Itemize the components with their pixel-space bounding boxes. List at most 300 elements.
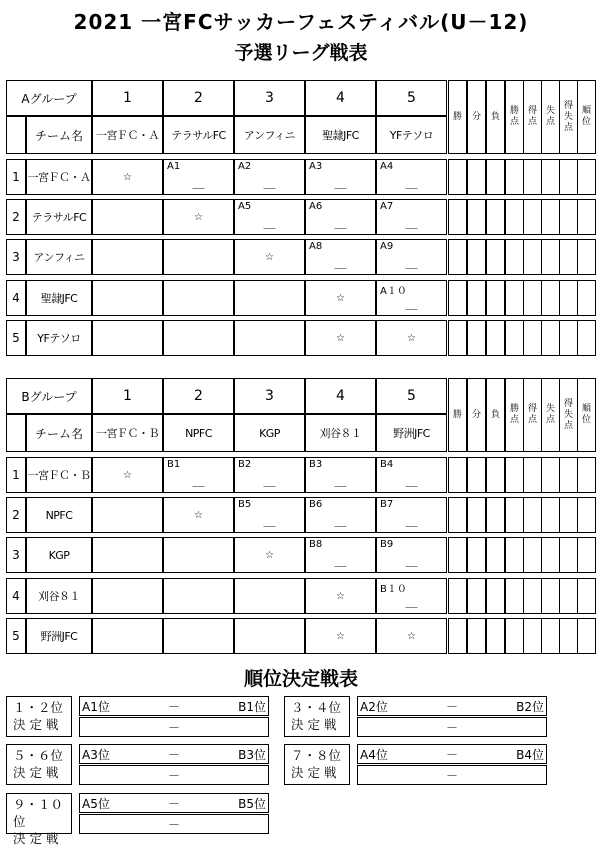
row-team-name: 一宮ＦＣ・Ｂ xyxy=(26,457,92,493)
playoff-team-a: A2位 xyxy=(360,700,388,714)
stat-header-label: 得点 xyxy=(527,106,537,127)
star-icon: ☆ xyxy=(123,469,132,481)
score-cell[interactable] xyxy=(92,239,163,275)
score-cell[interactable] xyxy=(92,320,163,356)
playoff-dash: － xyxy=(445,700,458,714)
score-cell[interactable] xyxy=(234,320,305,356)
match-code: B2 xyxy=(238,459,252,470)
stat-header xyxy=(486,378,505,452)
stat-cell[interactable] xyxy=(448,537,467,573)
stat-header-label: 得点 xyxy=(527,404,537,425)
column-number: 5 xyxy=(376,80,447,116)
stat-cell[interactable] xyxy=(467,320,486,356)
stat-cell[interactable] xyxy=(523,578,542,614)
team-header: 刈谷８１ xyxy=(305,414,376,452)
team-header: アンフィニ xyxy=(234,116,305,154)
row-number: 4 xyxy=(6,280,26,316)
row-team-name: 刈谷８１ xyxy=(26,578,92,614)
column-number: 2 xyxy=(163,80,234,116)
playoff-score[interactable] xyxy=(79,717,269,737)
score-blank: ＿ xyxy=(192,474,205,488)
row-number: 2 xyxy=(6,199,26,235)
column-number: 2 xyxy=(163,378,234,414)
row-team-name: アンフィニ xyxy=(26,239,92,275)
playoff-rank: ７・８位 xyxy=(291,748,342,763)
stat-cell[interactable] xyxy=(448,159,467,195)
score-cell[interactable] xyxy=(234,618,305,654)
star-icon: ☆ xyxy=(407,630,416,642)
stat-cell[interactable] xyxy=(486,537,505,573)
stat-cell[interactable] xyxy=(448,497,467,533)
stat-header xyxy=(577,378,596,452)
stat-cell[interactable] xyxy=(505,199,524,235)
score-cell[interactable] xyxy=(92,457,163,493)
score-blank: ＿ xyxy=(334,256,347,270)
playoff-score-dash: － xyxy=(445,721,458,735)
score-cell[interactable] xyxy=(163,497,234,533)
stat-header xyxy=(486,80,505,154)
stat-cell[interactable] xyxy=(559,578,578,614)
score-cell[interactable] xyxy=(305,537,376,573)
match-code: A8 xyxy=(309,241,323,252)
page-title: 2021 一宮FCサッカーフェスティバル(U－12) xyxy=(73,10,529,34)
playoff-score-dash: － xyxy=(445,769,458,783)
score-blank: ＿ xyxy=(334,474,347,488)
row-number: 3 xyxy=(6,537,26,573)
score-cell[interactable] xyxy=(92,537,163,573)
score-cell[interactable] xyxy=(163,239,234,275)
stat-header xyxy=(448,378,467,452)
score-cell[interactable] xyxy=(376,618,447,654)
stat-header-label: 順位 xyxy=(581,404,591,425)
column-number: 4 xyxy=(305,80,376,116)
score-cell[interactable] xyxy=(376,159,447,195)
star-icon: ☆ xyxy=(265,549,274,561)
score-cell[interactable] xyxy=(163,618,234,654)
stat-cell[interactable] xyxy=(505,320,524,356)
row-number: 2 xyxy=(6,497,26,533)
playoff-team-a: A3位 xyxy=(82,748,110,762)
stat-header-label: 勝点 xyxy=(509,404,519,425)
score-blank: ＿ xyxy=(263,474,276,488)
row-number: 5 xyxy=(6,320,26,356)
playoff-title: 順位決定戦表 xyxy=(243,668,358,690)
star-icon: ☆ xyxy=(265,251,274,263)
playoff-dash: － xyxy=(445,748,458,762)
stat-header-label: 順位 xyxy=(581,106,591,127)
stat-header-label: 得失点 xyxy=(563,100,573,133)
stat-cell[interactable] xyxy=(448,578,467,614)
stat-cell[interactable] xyxy=(541,537,560,573)
playoff-label xyxy=(6,793,72,846)
stat-cell[interactable] xyxy=(486,578,505,614)
stat-cell[interactable] xyxy=(448,320,467,356)
score-blank: ＿ xyxy=(263,216,276,230)
stat-cell[interactable] xyxy=(523,618,542,654)
score-cell[interactable] xyxy=(376,497,447,533)
stat-cell[interactable] xyxy=(523,457,542,493)
score-blank: ＿ xyxy=(405,514,418,528)
stat-cell[interactable] xyxy=(559,280,578,316)
row-team-name: NPFC xyxy=(26,497,92,533)
score-cell[interactable] xyxy=(234,497,305,533)
stat-header-label: 勝 xyxy=(452,111,462,122)
corner-cell xyxy=(6,116,26,154)
match-code: A１０ xyxy=(380,286,407,297)
row-number: 3 xyxy=(6,239,26,275)
playoff-score[interactable] xyxy=(357,717,547,737)
score-cell[interactable] xyxy=(163,280,234,316)
score-cell[interactable] xyxy=(376,578,447,614)
stat-cell[interactable] xyxy=(486,497,505,533)
stat-header xyxy=(577,80,596,154)
column-number: 3 xyxy=(234,378,305,414)
team-header: NPFC xyxy=(163,414,234,452)
stat-cell[interactable] xyxy=(467,159,486,195)
stat-cell[interactable] xyxy=(541,280,560,316)
stat-header xyxy=(505,80,524,154)
stat-cell[interactable] xyxy=(541,497,560,533)
playoff-team-a: A5位 xyxy=(82,797,110,811)
match-code: A5 xyxy=(238,201,252,212)
stat-cell[interactable] xyxy=(486,199,505,235)
score-cell[interactable] xyxy=(163,578,234,614)
column-number: 4 xyxy=(305,378,376,414)
playoff-kind: 決 定 戦 xyxy=(13,765,59,780)
playoff-rank: ９・１０位 xyxy=(13,797,64,829)
match-code: B7 xyxy=(380,499,394,510)
team-header: KGP xyxy=(234,414,305,452)
score-cell[interactable] xyxy=(92,159,163,195)
stat-cell[interactable] xyxy=(523,199,542,235)
stat-cell[interactable] xyxy=(541,159,560,195)
score-blank: ＿ xyxy=(405,216,418,230)
row-number: 1 xyxy=(6,159,26,195)
stat-cell[interactable] xyxy=(505,239,524,275)
score-cell[interactable] xyxy=(92,497,163,533)
stat-cell[interactable] xyxy=(577,457,596,493)
stat-cell[interactable] xyxy=(523,320,542,356)
stat-header-label: 失点 xyxy=(545,404,555,425)
stat-cell[interactable] xyxy=(467,199,486,235)
score-cell[interactable] xyxy=(234,457,305,493)
playoff-kind: 決 定 戦 xyxy=(13,831,59,846)
stat-header xyxy=(505,378,524,452)
score-cell[interactable] xyxy=(234,239,305,275)
row-number: 1 xyxy=(6,457,26,493)
stat-cell[interactable] xyxy=(577,578,596,614)
score-cell[interactable] xyxy=(163,320,234,356)
score-blank: ＿ xyxy=(334,554,347,568)
star-icon: ☆ xyxy=(194,509,203,521)
stat-cell[interactable] xyxy=(486,618,505,654)
stat-header xyxy=(541,378,560,452)
stat-cell[interactable] xyxy=(448,239,467,275)
match-code: A6 xyxy=(309,201,323,212)
playoff-score-dash: － xyxy=(167,818,180,832)
playoff-rank: １・２位 xyxy=(13,700,64,715)
score-cell[interactable] xyxy=(376,457,447,493)
star-icon: ☆ xyxy=(407,332,416,344)
playoff-team-b: B5位 xyxy=(238,797,266,811)
stat-cell[interactable] xyxy=(448,457,467,493)
stat-cell[interactable] xyxy=(577,618,596,654)
stat-header-label: 勝 xyxy=(452,409,462,420)
stat-cell[interactable] xyxy=(541,618,560,654)
column-number: 3 xyxy=(234,80,305,116)
stat-cell[interactable] xyxy=(577,239,596,275)
playoff-rank: ５・６位 xyxy=(13,748,64,763)
stat-header-label: 勝点 xyxy=(509,106,519,127)
row-number: 4 xyxy=(6,578,26,614)
match-code: A9 xyxy=(380,241,394,252)
stat-cell[interactable] xyxy=(523,159,542,195)
match-code: A7 xyxy=(380,201,394,212)
stat-cell[interactable] xyxy=(559,159,578,195)
stat-cell[interactable] xyxy=(541,457,560,493)
stat-cell[interactable] xyxy=(505,497,524,533)
stat-header xyxy=(467,80,486,154)
stat-header xyxy=(559,378,578,452)
stat-cell[interactable] xyxy=(505,618,524,654)
score-blank: ＿ xyxy=(263,176,276,190)
score-cell[interactable] xyxy=(163,159,234,195)
score-blank: ＿ xyxy=(334,216,347,230)
score-blank: ＿ xyxy=(334,514,347,528)
score-cell[interactable] xyxy=(305,618,376,654)
stat-header-label: 失点 xyxy=(545,106,555,127)
playoff-team-b: B2位 xyxy=(516,700,544,714)
score-cell[interactable] xyxy=(305,239,376,275)
stat-header-label: 負 xyxy=(490,409,500,420)
stat-header xyxy=(448,80,467,154)
group-label: Bグループ xyxy=(6,378,92,414)
stat-cell[interactable] xyxy=(559,497,578,533)
stat-cell[interactable] xyxy=(448,280,467,316)
match-code: B1 xyxy=(167,459,181,470)
stat-cell[interactable] xyxy=(467,457,486,493)
score-blank: ＿ xyxy=(405,176,418,190)
stat-cell[interactable] xyxy=(541,320,560,356)
stat-cell[interactable] xyxy=(467,537,486,573)
playoff-label xyxy=(6,744,72,785)
match-code: B１０ xyxy=(380,584,407,595)
score-cell[interactable] xyxy=(234,280,305,316)
stat-cell[interactable] xyxy=(577,280,596,316)
score-cell[interactable] xyxy=(376,239,447,275)
match-code: A3 xyxy=(309,161,323,172)
score-cell[interactable] xyxy=(305,320,376,356)
stat-cell[interactable] xyxy=(559,239,578,275)
stat-header xyxy=(523,378,542,452)
stat-cell[interactable] xyxy=(505,280,524,316)
stat-cell[interactable] xyxy=(559,320,578,356)
stat-cell[interactable] xyxy=(559,199,578,235)
playoff-team-b: B3位 xyxy=(238,748,266,762)
score-cell[interactable] xyxy=(305,578,376,614)
score-blank: ＿ xyxy=(405,256,418,270)
match-code: B5 xyxy=(238,499,252,510)
score-cell[interactable] xyxy=(305,159,376,195)
stat-cell[interactable] xyxy=(505,537,524,573)
row-team-name: 聖隷JFC xyxy=(26,280,92,316)
stat-cell[interactable] xyxy=(577,320,596,356)
score-cell[interactable] xyxy=(163,199,234,235)
playoff-kind: 決 定 戦 xyxy=(13,717,59,732)
column-number: 5 xyxy=(376,378,447,414)
score-cell[interactable] xyxy=(163,537,234,573)
score-blank: ＿ xyxy=(334,176,347,190)
row-team-name: テラサルFC xyxy=(26,199,92,235)
column-number: 1 xyxy=(92,378,163,414)
stat-cell[interactable] xyxy=(559,457,578,493)
playoff-score[interactable] xyxy=(357,765,547,785)
stat-header-label: 分 xyxy=(471,111,481,122)
score-cell[interactable] xyxy=(163,457,234,493)
score-cell[interactable] xyxy=(376,280,447,316)
match-code: B9 xyxy=(380,539,394,550)
score-blank: ＿ xyxy=(263,514,276,528)
stat-cell[interactable] xyxy=(523,280,542,316)
playoff-rank: ３・４位 xyxy=(291,700,342,715)
team-header: テラサルFC xyxy=(163,116,234,154)
stat-cell[interactable] xyxy=(505,578,524,614)
score-cell[interactable] xyxy=(92,199,163,235)
stat-header-label: 分 xyxy=(471,409,481,420)
stat-header-label: 得失点 xyxy=(563,398,573,431)
stat-cell[interactable] xyxy=(559,537,578,573)
stat-header xyxy=(523,80,542,154)
match-code: A2 xyxy=(238,161,252,172)
team-header: 野洲JFC xyxy=(376,414,447,452)
score-blank: ＿ xyxy=(405,474,418,488)
playoff-kind: 決 定 戦 xyxy=(291,717,337,732)
playoff-label xyxy=(6,696,72,737)
playoff-score-dash: － xyxy=(167,721,180,735)
team-header: YFテソロ xyxy=(376,116,447,154)
stat-cell[interactable] xyxy=(448,199,467,235)
stat-cell[interactable] xyxy=(467,239,486,275)
stat-cell[interactable] xyxy=(541,239,560,275)
stat-cell[interactable] xyxy=(486,239,505,275)
star-icon: ☆ xyxy=(336,590,345,602)
stat-cell[interactable] xyxy=(486,457,505,493)
stat-cell[interactable] xyxy=(577,159,596,195)
score-blank: ＿ xyxy=(192,176,205,190)
playoff-score[interactable] xyxy=(79,814,269,834)
stat-cell[interactable] xyxy=(577,199,596,235)
stat-cell[interactable] xyxy=(577,537,596,573)
score-cell[interactable] xyxy=(305,199,376,235)
team-header: 一宮ＦＣ・Ｂ xyxy=(92,414,163,452)
stat-header xyxy=(541,80,560,154)
playoff-dash: － xyxy=(167,797,180,811)
playoff-matchup[interactable] xyxy=(79,696,269,716)
stat-cell[interactable] xyxy=(505,159,524,195)
match-code: A1 xyxy=(167,161,181,172)
score-cell[interactable] xyxy=(234,159,305,195)
row-team-name: YFテソロ xyxy=(26,320,92,356)
score-blank: ＿ xyxy=(405,297,418,311)
score-blank: ＿ xyxy=(405,554,418,568)
playoff-matchup[interactable] xyxy=(79,744,269,764)
stat-cell[interactable] xyxy=(505,457,524,493)
stat-cell[interactable] xyxy=(467,578,486,614)
score-cell[interactable] xyxy=(305,497,376,533)
score-cell[interactable] xyxy=(376,199,447,235)
playoff-team-b: B1位 xyxy=(238,700,266,714)
stat-cell[interactable] xyxy=(486,159,505,195)
stat-cell[interactable] xyxy=(486,320,505,356)
playoff-score-dash: － xyxy=(167,769,180,783)
playoff-score[interactable] xyxy=(79,765,269,785)
row-team-name: 野洲JFC xyxy=(26,618,92,654)
match-code: B6 xyxy=(309,499,323,510)
playoff-label xyxy=(284,744,350,785)
stat-cell[interactable] xyxy=(523,497,542,533)
team-column-header: チーム名 xyxy=(26,414,92,452)
stat-cell[interactable] xyxy=(486,280,505,316)
star-icon: ☆ xyxy=(336,292,345,304)
team-header: 一宮ＦＣ・Ａ xyxy=(92,116,163,154)
score-cell[interactable] xyxy=(234,199,305,235)
score-blank: ＿ xyxy=(405,595,418,609)
stat-cell[interactable] xyxy=(523,537,542,573)
stat-header xyxy=(559,80,578,154)
team-header: 聖隷JFC xyxy=(305,116,376,154)
score-cell[interactable] xyxy=(92,618,163,654)
star-icon: ☆ xyxy=(336,630,345,642)
row-team-name: KGP xyxy=(26,537,92,573)
playoff-label xyxy=(284,696,350,737)
score-cell[interactable] xyxy=(234,578,305,614)
row-team-name: 一宮ＦＣ・Ａ xyxy=(26,159,92,195)
column-number: 1 xyxy=(92,80,163,116)
playoff-matchup[interactable] xyxy=(79,793,269,813)
match-code: B8 xyxy=(309,539,323,550)
stat-cell[interactable] xyxy=(467,618,486,654)
stat-cell[interactable] xyxy=(523,239,542,275)
team-column-header: チーム名 xyxy=(26,116,92,154)
playoff-dash: － xyxy=(167,748,180,762)
group-label: Aグループ xyxy=(6,80,92,116)
playoff-dash: － xyxy=(167,700,180,714)
row-number: 5 xyxy=(6,618,26,654)
playoff-team-b: B4位 xyxy=(516,748,544,762)
score-cell[interactable] xyxy=(305,457,376,493)
stat-cell[interactable] xyxy=(577,497,596,533)
playoff-matchup[interactable] xyxy=(357,696,547,716)
playoff-kind: 決 定 戦 xyxy=(291,765,337,780)
score-cell[interactable] xyxy=(92,578,163,614)
stat-cell[interactable] xyxy=(541,199,560,235)
playoff-team-a: A1位 xyxy=(82,700,110,714)
playoff-matchup[interactable] xyxy=(357,744,547,764)
stat-cell[interactable] xyxy=(448,618,467,654)
corner-cell xyxy=(6,414,26,452)
playoff-team-a: A4位 xyxy=(360,748,388,762)
match-code: B3 xyxy=(309,459,323,470)
stat-cell[interactable] xyxy=(467,280,486,316)
stat-cell[interactable] xyxy=(467,497,486,533)
score-cell[interactable] xyxy=(376,320,447,356)
stat-cell[interactable] xyxy=(559,618,578,654)
score-cell[interactable] xyxy=(92,280,163,316)
score-cell[interactable] xyxy=(376,537,447,573)
score-cell[interactable] xyxy=(305,280,376,316)
stat-cell[interactable] xyxy=(541,578,560,614)
score-cell[interactable] xyxy=(234,537,305,573)
